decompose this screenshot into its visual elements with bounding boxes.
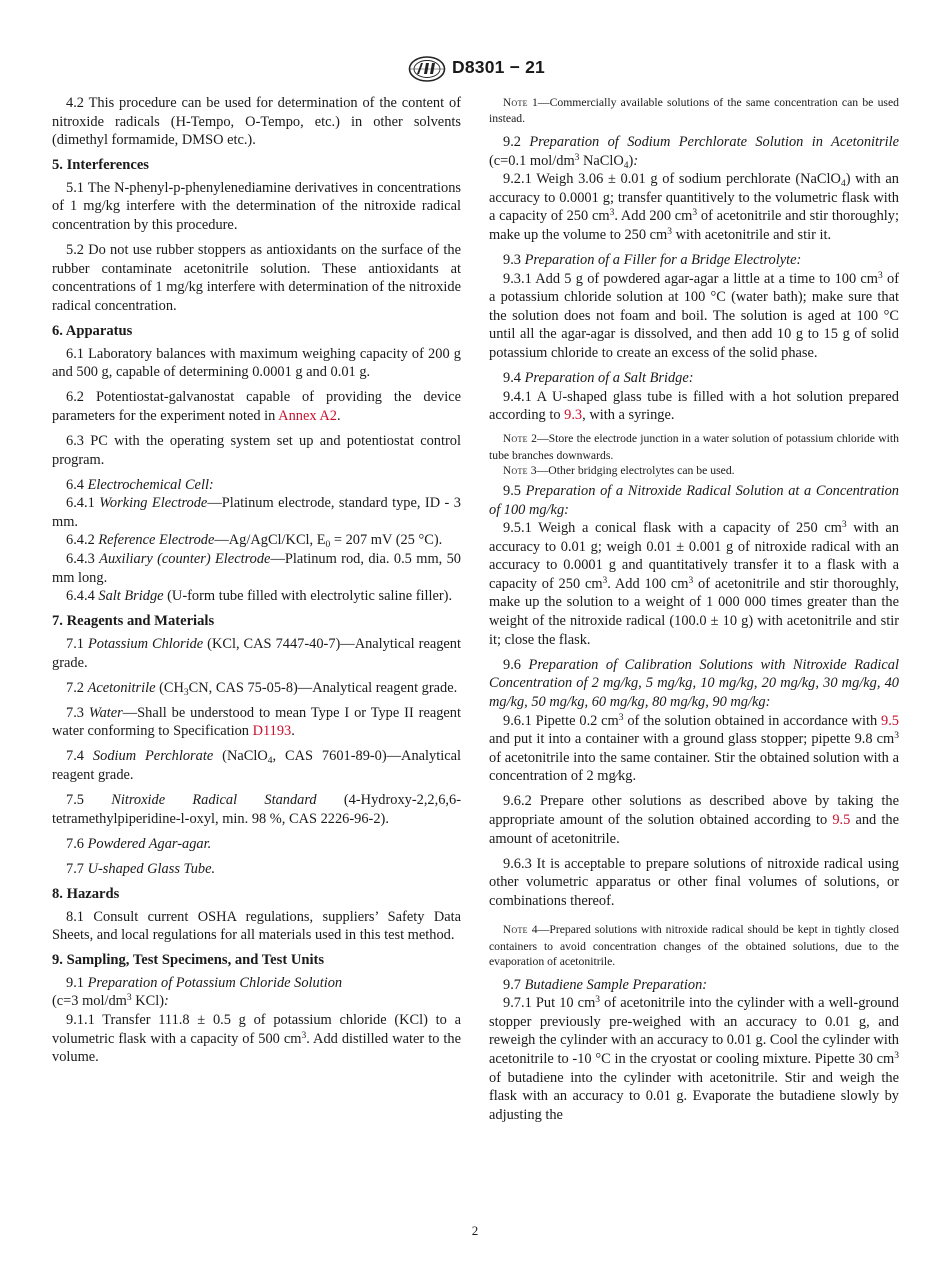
paragraph-6-4-1: 6.4.1 Working Electrode—Platinum electrode, standard type, ID - 3 mm. xyxy=(52,495,461,530)
paragraph-9-4-1: 9.4.1 A U-shaped glass tube is filled with a hot solution prepared according to 9.3, with a syringe. xyxy=(489,388,899,424)
page-header xyxy=(0,56,950,82)
paragraph-7-4: 7.4 Sodium Perchlorate (NaClO$_4$, CAS 7601-89-0)—Analytical reagent grade. xyxy=(52,748,461,783)
paragraph-5-2: 5.2 Do not use rubber stoppers as antioxidants on the surface of the rubber contaminate acetonitrile solution. These antioxidants at concentrations of 1 mg/kg interfere with determination of the nitroxide radical concentration. xyxy=(52,242,461,314)
section-8-heading: 8. Hazards xyxy=(52,885,120,902)
paragraph-9-6: 9.6 Preparation of Calibration Solutions with Nitroxide Radical Concentration of 2 mg/kg, 5 mg/kg, 10 mg/kg, 20 mg/kg, 30 mg/kg, 40 mg/kg, 50 mg/kg, 60 mg/kg, 80 mg/kg, 90 mg/kg: xyxy=(489,656,899,710)
paragraph-6-4-3: 6.4.3 Auxiliary (counter) Electrode—Platinum rod, dia. 0.5 mm, 50 mm long. xyxy=(52,551,462,586)
note-3: Note 3—Other bridging electrolytes can be used. xyxy=(503,463,735,477)
link-annex-a2[interactable]: Annex A2 xyxy=(278,407,337,424)
document-id: D8301 − 21 xyxy=(452,57,545,77)
paragraph-9-2: 9.2 Preparation of Sodium Perchlorate Solution in Acetonitrile (c=0.1 mol/$dm^3$ NaClO$_4$): xyxy=(489,133,899,171)
paragraph-9-6-1: 9.6.1 Pipette 0.2 $cm^3$ of the solution obtained in accordance with 9.5 and put it into a container with a ground glass stopper; pipette 9.8 $cm^3$ of acetonitrile into the same container. Stir the obtained solution with a concentration of 2 mg⁄kg. xyxy=(489,712,899,785)
paragraph-9-7: 9.7 Butadiene Sample Preparation: xyxy=(503,976,708,993)
link-d1193[interactable]: D1193 xyxy=(252,723,292,740)
paragraph-9-1: 9.1 Preparation of Potassium Chloride Solution xyxy=(66,974,343,991)
left-column xyxy=(52,94,461,1067)
paragraph-5-1: 5.1 The N-phenyl-p-phenylenediamine derivatives in concentrations of 1 mg/kg interfere with the determination of the nitroxide radical concentration by this procedure. xyxy=(52,179,461,234)
paragraph-9-6-2: 9.6.2 Prepare other solutions as described above by taking the appropriate amount of the solution obtained according to 9.5 and the amount of acetonitrile. xyxy=(489,793,899,847)
paragraph-7-2: 7.2 Acetonitrile ($CH_3CN$, CAS 75-05-8)—Analytical reagent grade. xyxy=(66,679,458,698)
paragraph-9-2-1: 9.2.1 Weigh 3.06 ± 0.01 g of sodium perchlorate (NaClO$_4$) with an accuracy to 0.0001 g; transfer quantitively to the volumetric flask with a capacity of 250 $cm^3$. Add 200 $cm^3$ of acetonitrile and stir thoroughly; make up the volume to 250 $cm^3$ with acetonitrile and stir it. xyxy=(489,171,900,243)
paragraph-6-3: 6.3 PC with the operating system set up and potentiostat control program. xyxy=(52,433,461,468)
note-4: Note 4—Prepared solutions with nitroxide radical should be kept in tightly closed containers to avoid concentration changes of the obtained solutions, due to the evaporation of acetonitrile. xyxy=(489,923,899,968)
paragraph-7-7: 7.7 U-shaped Glass Tube. xyxy=(66,860,216,877)
paragraph-8-1: 8.1 Consult current OSHA regulations, suppliers’ Safety Data Sheets, and local regulations for all materials used in this test method. xyxy=(52,908,461,944)
paragraph-6-4-4: 6.4.4 Salt Bridge (U-form tube filled with electrolytic saline filler). xyxy=(66,588,453,605)
paragraph-7-6: 7.6 Powdered Agar-agar. xyxy=(66,835,212,852)
note-1: Note 1—Commercially available solutions of the same concentration can be used instead. xyxy=(489,96,899,126)
paragraph-9-4: 9.4 Preparation of a Salt Bridge: xyxy=(503,370,694,387)
paragraph-6-1: 6.1 Laboratory balances with maximum weighing capacity of 200 g and 500 g, capable of determining 0.0001 g and 0.01 g. xyxy=(52,345,461,381)
section-6-heading: 6. Apparatus xyxy=(52,323,133,340)
paragraph-9-6-3: 9.6.3 It is acceptable to prepare solutions of nitroxide radical using other volumetric apparatus or other final volumes of solutions, or combinations thereof. xyxy=(489,855,899,909)
link-9-5[interactable]: 9.5 xyxy=(881,712,899,729)
right-column xyxy=(489,94,899,1124)
section-5-heading: 5. Interferences xyxy=(52,157,149,174)
paragraph-9-1-1: 9.1.1 Transfer 111.8 ± 0.5 g of potassium chloride (KCl) to a volumetric flask with a capacity of 500 $cm^3$. Add distilled water to the volume. xyxy=(52,1012,461,1066)
paragraph-4-2: 4.2 This procedure can be used for determination of the content of nitroxide radicals (H-Tempo, O-Tempo, etc.) in other solvents (dimethyl formamide, DMSO etc.). xyxy=(52,95,461,149)
paragraph-6-2: 6.2 Potentiostat-galvanostat capable of providing the device parameters for the experiment noted in Annex A2. xyxy=(52,389,461,424)
paragraph-7-1: 7.1 Potassium Chloride (KCl, CAS 7447-40-7)—Analytical reagent grade. xyxy=(52,635,461,671)
paragraph-9-3: 9.3 Preparation of a Filler for a Bridge Electrolyte: xyxy=(503,251,802,268)
section-7-heading: 7. Reagents and Materials xyxy=(52,613,215,630)
link-9-3[interactable]: 9.3 xyxy=(564,407,583,424)
paragraph-9-5-1: 9.5.1 Weigh a conical flask with a capacity of 250 $cm^3$ with an accuracy to 0.01 g; weigh 0.01 ± 0.001 g of nitroxide radical with an accuracy to 0.0001 g and quantitatively transfer it to a flask with a capacity of 250 $cm^3$. Add 100 $cm^3$ of acetonitrile and stir thoroughly, make up the solution to a weight of 1 000 000 times greater than the weight of the nitroxide radical (100.0 ± 10 g) with acetonitrile and stir it; close the flask. xyxy=(489,520,899,648)
paragraph-9-5: 9.5 Preparation of a Nitroxide Radical Solution at a Concentration of 100 mg/kg: xyxy=(489,482,899,518)
astm-logo-icon xyxy=(408,56,446,82)
section-9-heading: 9. Sampling, Test Specimens, and Test Units xyxy=(52,952,325,969)
paragraph-9-3-1: 9.3.1 Add 5 g of powdered agar-agar a little at a time to 100 $cm^3$ of a potassium chloride solution at 100 °C (water bath); make sure that the solution does not foam and boil. The solution is aged at 100 °C until all the agar-agar is dissolved, and then add 10 g to 15 g of solid potassium chloride to create an excess of the solid phase. xyxy=(489,270,899,361)
paragraph-9-1-formula: (c=3 mol/$dm^3$ KCl): xyxy=(52,993,169,1010)
paragraph-6-4-2: 6.4.2 Reference Electrode—Ag/AgCl/KCl, $E_0 = 207$ mV (25 °C). xyxy=(66,532,443,551)
page-number: 2 xyxy=(471,1223,479,1238)
paragraph-7-3: 7.3 Water—Shall be understood to mean Type I or Type II reagent water conforming to Specification D1193. xyxy=(52,704,461,740)
paragraph-7-5: 7.5 Nitroxide Radical Standard (4-Hydroxy-2,2,6,6-tetramethylpiperidine-l-oxyl, min. 98 %, CAS 2226-96-2). xyxy=(52,792,461,827)
paragraph-9-7-1: 9.7.1 Put 10 $cm^3$ of acetonitrile into the cylinder with a well-ground stopper previously pre-weighed with an accuracy to 0.01 g, and reweigh the cylinder with an accuracy to 0.01 g. Cool the cylinder with acetonitrile to -10 °C in the cryostat or cooling mixture. Pipette 30 $cm^3$ of butadiene into the cylinder with acetonitrile. Stir and weigh the flask with an accuracy to 0.01 g. Evaporate the butadiene slowly by adjusting the xyxy=(489,995,900,1123)
paragraph-6-4: 6.4 Electrochemical Cell: xyxy=(66,476,214,493)
link-9-5-second[interactable]: 9.5 xyxy=(832,812,851,829)
note-2: Note 2—Store the electrode junction in a water solution of potassium chloride with tube branches downwards. xyxy=(489,432,899,462)
